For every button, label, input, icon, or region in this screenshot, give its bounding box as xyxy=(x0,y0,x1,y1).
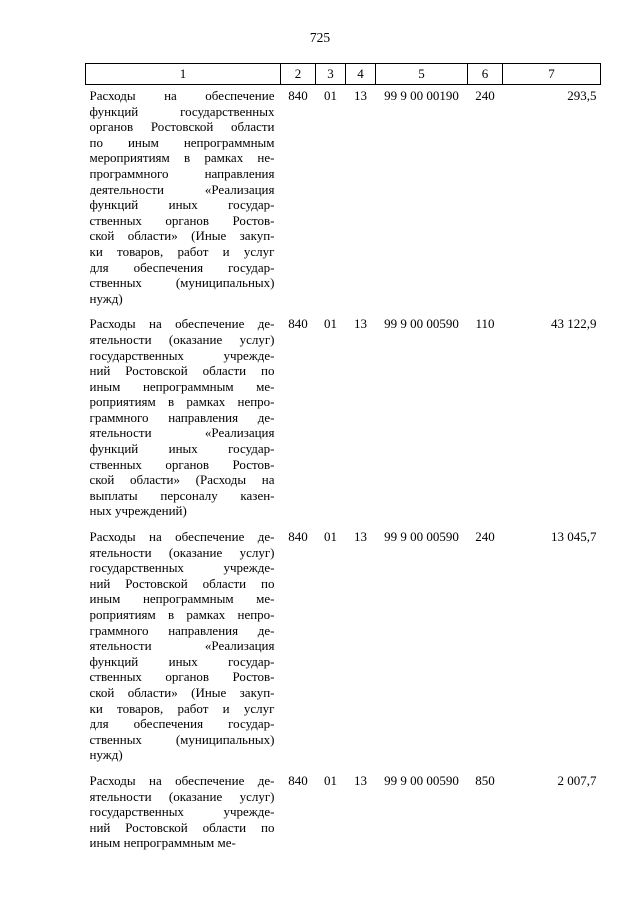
description-line: иным непрограммным ме- xyxy=(89,591,275,607)
expense-type-code: 110 xyxy=(475,316,495,332)
description-line: для обеспечения государ- xyxy=(89,259,275,275)
header-col-1: 1 xyxy=(86,64,281,85)
subsection-code: 13 xyxy=(354,316,367,332)
description-line: ственных (муниципальных) xyxy=(89,275,275,291)
description-line: ственных органов Ростов- xyxy=(89,212,275,228)
header-col-4: 4 xyxy=(346,64,376,85)
amount: 43 122,9 xyxy=(551,316,597,332)
description-line: ятельности «Реализация xyxy=(89,425,275,441)
description-line: Расходы на обеспечение xyxy=(89,88,275,103)
description-line: ственных органов Ростов- xyxy=(89,669,275,685)
description-line: нужд) xyxy=(89,290,123,306)
description-line: ки товаров, работ и услуг xyxy=(89,243,275,259)
budget-table xyxy=(85,63,601,858)
description-line: ных учреждений) xyxy=(89,503,187,519)
header-col-6: 6 xyxy=(468,64,503,85)
description-line: роприятиям в рамках непро- xyxy=(89,607,275,622)
description-line: ний Ростовской области по xyxy=(89,363,275,379)
section-code: 01 xyxy=(324,316,337,332)
description-line: ятельности «Реализация xyxy=(89,638,275,654)
amount: 293,5 xyxy=(567,88,597,103)
description-line: ятельности (оказание услуг) xyxy=(89,544,275,560)
expense-type-code: 240 xyxy=(475,529,495,545)
description-line: функций иных государ- xyxy=(89,441,275,457)
expense-type-code: 850 xyxy=(475,772,495,788)
description-line: по иным непрограммным xyxy=(89,134,275,150)
table-row xyxy=(86,313,601,526)
description-line: ственных органов Ростов- xyxy=(89,456,275,472)
description-line: деятельности «Реализация xyxy=(89,181,275,197)
section-code: 01 xyxy=(324,772,337,788)
target-article-code: 99 9 00 00590 xyxy=(384,772,459,788)
chapter-code: 840 xyxy=(288,88,308,103)
chapter-code: 840 xyxy=(288,316,308,332)
subsection-code: 13 xyxy=(354,529,367,545)
row-description xyxy=(86,85,281,314)
table-header xyxy=(86,64,601,85)
section-code: 01 xyxy=(324,88,337,103)
description-line: государственных учрежде- xyxy=(89,560,275,576)
chapter-code: 840 xyxy=(288,772,308,788)
description-line: функций иных государ- xyxy=(89,653,275,669)
description-line: ятельности (оказание услуг) xyxy=(89,331,275,347)
chapter-code: 840 xyxy=(288,529,308,545)
header-col-5: 5 xyxy=(376,64,468,85)
target-article-code: 99 9 00 00590 xyxy=(384,529,459,545)
table-row xyxy=(86,85,601,314)
description-line: программного направления xyxy=(89,165,275,181)
description-line: государственных учрежде- xyxy=(89,804,275,820)
description-line: органов Ростовской области xyxy=(89,119,275,135)
description-line: ской области» (Иные закуп- xyxy=(89,684,275,700)
description-line: выплаты персоналу казен- xyxy=(89,487,275,503)
table-row xyxy=(86,526,601,770)
header-col-3: 3 xyxy=(316,64,346,85)
description-line: иным непрограммным ме- xyxy=(89,378,275,394)
description-line: функций государственных xyxy=(89,103,275,119)
table-body xyxy=(86,85,601,858)
header-col-7: 7 xyxy=(503,64,601,85)
expense-type-code: 240 xyxy=(475,88,495,103)
description-line: ской области» (Иные закуп- xyxy=(89,228,275,244)
description-line: нужд) xyxy=(89,747,123,763)
row-description xyxy=(86,526,281,770)
description-line: Расходы на обеспечение де- xyxy=(89,316,275,332)
description-line: ской области» (Расходы на xyxy=(89,472,275,488)
target-article-code: 99 9 00 00190 xyxy=(384,88,459,103)
header-col-2: 2 xyxy=(281,64,316,85)
description-line: ятельности (оказание услуг) xyxy=(89,788,275,804)
description-line: Расходы на обеспечение де- xyxy=(89,772,275,788)
table-row xyxy=(86,770,601,858)
description-line: государственных учрежде- xyxy=(89,347,275,363)
description-line: ственных (муниципальных) xyxy=(89,731,275,747)
description-line: иным непрограммным ме- xyxy=(89,835,236,851)
amount: 13 045,7 xyxy=(551,529,597,545)
subsection-code: 13 xyxy=(354,772,367,788)
row-description xyxy=(86,770,281,858)
target-article-code: 99 9 00 00590 xyxy=(384,316,459,332)
description-line: граммного направления де- xyxy=(89,409,275,425)
description-line: Расходы на обеспечение де- xyxy=(89,529,275,545)
description-line: роприятиям в рамках непро- xyxy=(89,394,275,410)
section-code: 01 xyxy=(324,529,337,545)
description-line: ки товаров, работ и услуг xyxy=(89,700,275,716)
header-row xyxy=(86,64,601,85)
page-number: 725 xyxy=(309,30,331,45)
description-line: мероприятиям в рамках не- xyxy=(89,150,275,166)
description-line: для обеспечения государ- xyxy=(89,716,275,732)
amount: 2 007,7 xyxy=(557,772,597,788)
description-line: ний Ростовской области по xyxy=(89,575,275,591)
description-line: граммного направления де- xyxy=(89,622,275,638)
row-description xyxy=(86,313,281,526)
subsection-code: 13 xyxy=(354,88,367,103)
description-line: ний Ростовской области по xyxy=(89,819,275,835)
description-line: функций иных государ- xyxy=(89,197,275,213)
